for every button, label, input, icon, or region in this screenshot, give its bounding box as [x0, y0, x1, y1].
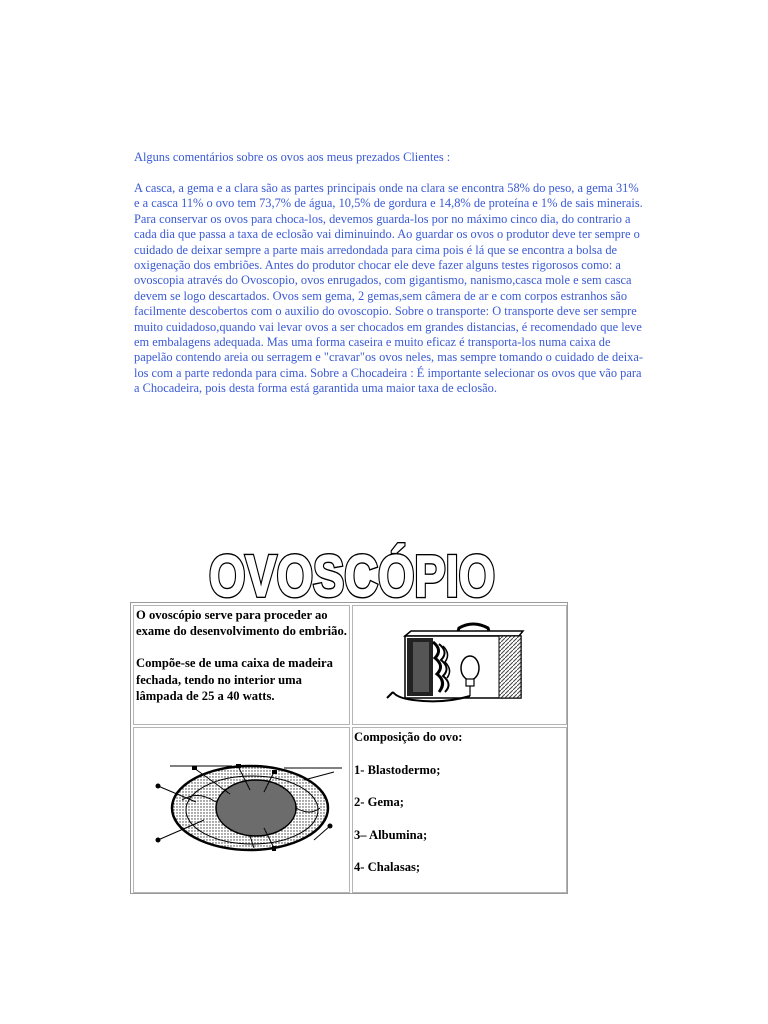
intro-text-block [134, 150, 644, 397]
ovoscope-description: O ovoscópio serve para proceder ao exame do desenvolvimento do embrião. [136, 608, 347, 639]
intro-paragraph: A casca, a gema e a clara são as partes principais onde na clara se encontra 58% do peso, a gema 31% e a casca 11% o ovo tem 73,7% de água, 10,5% de gordura e 14,8% de proteína e 1% de sais minerais. Para conservar os ovos para choca-los, devemos guarda-los por no máximo cinco dia, do contrario a cada dia que passa a taxa de eclosão vai diminuindo. Ao guardar os ovos o produtor deve ter sempre o cuidado de deixar sempre a parte mais arredondada para cima pois é lá que se encontra a bolsa de oxigenação dos embriões. Antes do produtor chocar ele deve fazer alguns testes rigorosos como: a ovoscopia através do Ovoscopio, ovos enrugados, com gigantismo, nanismo,casca mole e sem casca devem se logo descartados. Ovos sem gema, 2 gemas,sem câmera de ar e com corpos estranhos são facilmente descobertos com o auxilio do ovoscopio. Sobre o transporte: O transporte deve ser sempre muito cuidadoso,quando vai levar ovos a ser chocados em grandes distancias, é recomendado que leve em embalagens adequada. Mas uma forma caseira e muito eficaz é transporta-los numa caixa de papelão contendo areia ou serragem e "cravar"os ovos neles, mas sempre tomando o cuidado de deixa-los com a parte redonda para cima. Sobre a Chocadeira : É importante selecionar os ovos que vão para a Chocadeira, pois desta forma está garantida uma maior taxa de eclosão. [134, 180, 643, 396]
intro-heading: Alguns comentários sobre os ovos aos meus prezados Clientes : [134, 150, 451, 164]
egg-composition-cell [352, 727, 567, 893]
ovoscopio-banner [202, 540, 502, 602]
egg-part-4: 4- Chalasas; [354, 860, 421, 875]
ovoscope-composition: Compõe-se de uma caixa de madeira fechada, tendo no interior uma lâmpada de 25 a 40 watts. [136, 656, 333, 703]
ovoscope-box-image [353, 606, 566, 724]
egg-part-3: 3– Albumina; [354, 827, 428, 842]
ovoscope-description-cell [133, 605, 350, 725]
egg-cross-section-image [134, 728, 349, 892]
banner-title-inner: OVOSCÓPIO [209, 544, 495, 602]
egg-composition-heading: Composição do ovo: [354, 730, 463, 744]
ovoscope-table [130, 602, 568, 894]
ovoscope-image-cell [352, 605, 567, 725]
egg-part-1: 1- Blastodermo; [354, 762, 441, 777]
banner-title: OVOSCÓPIO [209, 544, 495, 602]
egg-part-2: 2- Gema; [354, 795, 405, 810]
egg-image-cell [133, 727, 350, 893]
